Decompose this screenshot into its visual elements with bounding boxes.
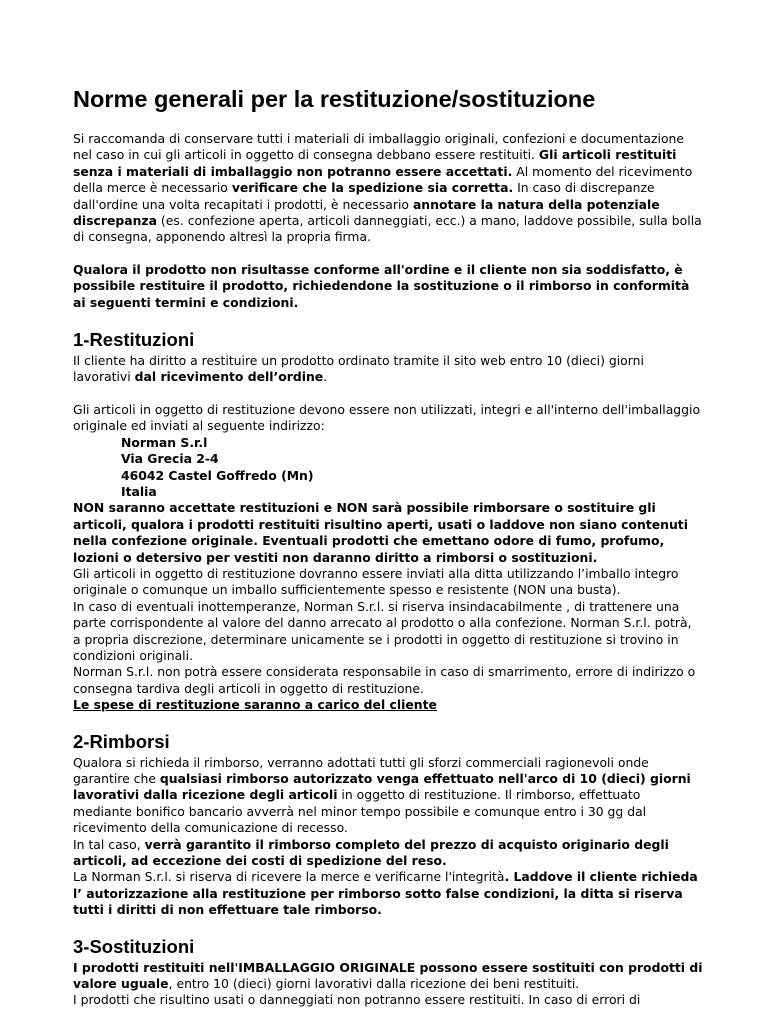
rimborsi-paragraph-1: Qualora si richieda il rimborso, verranno adottati tutti gli sforzi commerciali ragionevoli onde garantire che qualsiasi rimborso autorizzato venga effettuato nell'arco di 10 (dieci) giorni lavorativi dalla ricezione degli articoli in oggetto di restituzione. Il rimborso, effettuato mediante bonifico bancario avverrà nel minor tempo possibile e comunque entro i 30 gg dal ricevimento della comunicazione di recesso. xyxy=(73,754,691,836)
restituzioni-paragraph-2: Gli articoli in oggetto di restituzione devono essere non utilizzati, integri e all'interno dell'imballaggio originale ed inviati al seguente indirizzo: xyxy=(73,401,701,434)
restituzioni-paragraph-damage: In caso di eventuali inottemperanze, Norman S.r.l. si riserva insindacabilmente , di trattenere una parte corrispondente al valore del danno arrecato al prodotto o alla confezione. Norman S.r.l. potrà, a propria discrezione, determinare unicamente se i prodotti in oggetto di restituzione si trovino in condizioni originali. xyxy=(73,598,692,663)
sostituzioni-paragraph-1: I prodotti restituiti nell'IMBALLAGGIO ORIGINALE possono essere sostituiti con prodotti di valore uguale, entro 10 (dieci) giorni lavorativi dalla ricezione dei beni restituiti. xyxy=(73,959,703,992)
address-line: Via Grecia 2-4 xyxy=(121,451,219,467)
restituzioni-paragraph-1: Il cliente ha diritto a restituire un prodotto ordinato tramite il sito web entro 10 (dieci) giorni lavorativi dal ricevimento dell’ordine. xyxy=(73,353,644,385)
section-heading-sostituzioni: 3-Sostituzioni xyxy=(73,935,195,957)
address-line: 46042 Castel Goffredo (Mn) xyxy=(121,467,314,483)
restituzioni-shipping-costs: Le spese di restituzione saranno a carico del cliente xyxy=(73,697,437,713)
return-address xyxy=(73,435,703,501)
rimborsi-paragraph-3: La Norman S.r.l. si riserva di ricevere la merce e verificarne l'integrità. Laddove il cliente richieda l’ autorizzazione alla restituzione per rimborso sotto false condizioni, la ditta si riserva tutti i diritti di non effettuare tale rimborso. xyxy=(73,869,698,918)
address-line: Norman S.r.l xyxy=(121,434,208,450)
document-page xyxy=(73,84,703,1009)
intro-conditions-paragraph: Qualora il prodotto non risultasse conforme all'ordine e il cliente non sia soddisfatto, è possibile restituire il prodotto, richiedendone la sostituzione o il rimborso in conformità ai seguenti termini e condizioni. xyxy=(73,261,690,310)
page-title: Norme generali per la restituzione/sostituzione xyxy=(73,86,596,112)
address-line: Italia xyxy=(121,483,157,499)
section-heading-rimborsi: 2-Rimborsi xyxy=(73,730,170,752)
restituzioni-warning: NON saranno accettate restituzioni e NON sarà possibile rimborsare o sostituire gli articoli, qualora i prodotti restituiti risultino aperti, usati o laddove non siano contenuti nella confezione originale. Eventuali prodotti che emettano odore di fumo, profumo, lozioni o detersivo per vestiti non daranno diritto a rimborsi o sostituzioni. xyxy=(73,500,688,565)
restituzioni-paragraph-packaging: Gli articoli in oggetto di restituzione dovranno essere inviati alla ditta utilizzando l’imballo integro originale o comunque un imballo sufficientemente spesso e resistente (NON una busta). xyxy=(73,565,679,598)
intro-paragraph: Si raccomanda di conservare tutti i materiali di imballaggio originali, confezioni e documentazione nel caso in cui gli articoli in oggetto di consegna debbano essere restituiti. Gli articoli restituiti senza i materiali di imballaggio non potranno essere accettati. Al momento del ricevimento della merce è necessario verificare che la spedizione sia corretta. In caso di discrepanze dall'ordine una volta recapitati i prodotti, è necessario annotare la natura della potenziale discrepanza (es. confezione aperta, articoli danneggiati, ecc.) a mano, laddove possibile, sulla bolla di consegna, apponendo altresì la propria firma. xyxy=(73,131,702,245)
rimborsi-paragraph-2: In tal caso, verrà garantito il rimborso completo del prezzo di acquisto originario degli articoli, ad eccezione dei costi di spedizione del reso. xyxy=(73,836,669,869)
section-heading-restituzioni: 1-Restituzioni xyxy=(73,329,195,351)
restituzioni-paragraph-liability: Norman S.r.l. non potrà essere considerata responsabile in caso di smarrimento, errore di indirizzo o consegna tardiva degli articoli in oggetto di restituzione. xyxy=(73,664,696,696)
sostituzioni-paragraph-2: I prodotti che risultino usati o danneggiati non potranno essere restituiti. In caso di errori di xyxy=(73,992,641,1008)
